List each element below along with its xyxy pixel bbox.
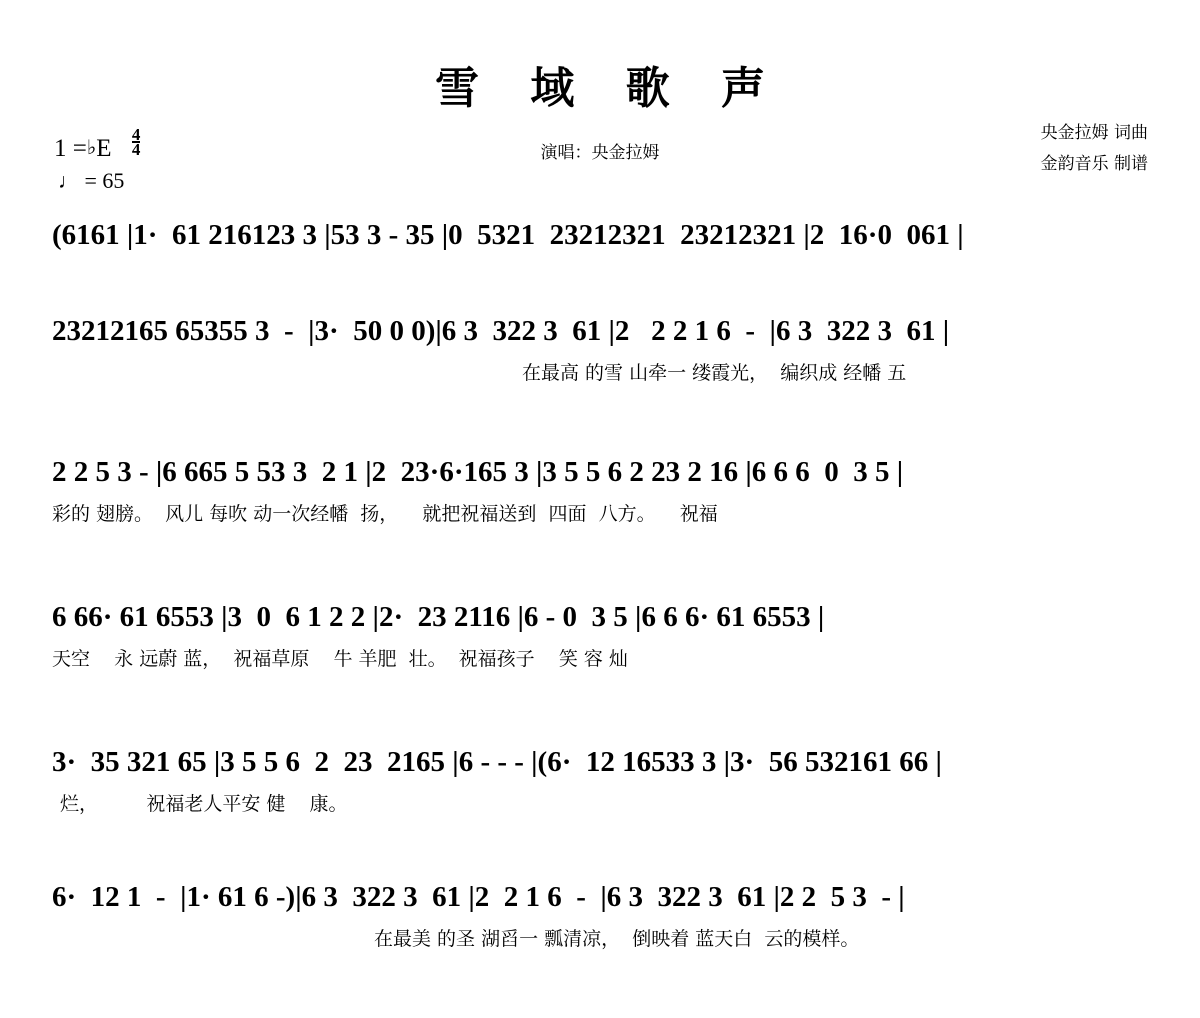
tempo-value: = 65 xyxy=(84,168,125,193)
key-signature xyxy=(54,125,141,163)
key-note: E xyxy=(96,135,112,162)
music-system-3 xyxy=(52,455,1152,527)
music-system-4 xyxy=(52,600,1152,672)
flat-icon: ♭ xyxy=(86,137,97,159)
credit-line-composer: 央金拉姆 词曲 xyxy=(1040,123,1148,143)
lyrics-line: 在最美 的圣 湖舀一 瓢清凉， 倒映着 蓝天白 云的模样。 xyxy=(374,928,860,950)
singer-credit: 演唱：央金拉姆 xyxy=(540,143,660,163)
notation-line: 6· 12 1 - |1· 61 6 -)|6 3 322 3 61 |2 2 1 6 - |6 3 322 3 61 |2 2 5 3 - | xyxy=(52,881,905,913)
time-signature xyxy=(131,125,141,159)
music-system-5 xyxy=(52,745,1152,817)
lyrics-line: 彩的 翅膀。 风儿 每吹 动一次经幡 扬， 就把祝福送到 四面 八方。 祝福 xyxy=(52,503,718,525)
music-system-1 xyxy=(52,218,1152,264)
time-signature-denominator: 4 xyxy=(131,140,141,159)
lyrics-line: 天空 永 远蔚 蓝， 祝福草原 牛 羊肥 壮。 祝福孩子 笑 容 灿 xyxy=(52,648,628,670)
notation-line: 6 66· 61 6553 |3 0 6 1 2 2 |2· 23 2116 |6 - 0 3 5 |6 6 6· 61 6553 | xyxy=(52,601,825,633)
music-system-6 xyxy=(52,880,1152,952)
notation-line: (6161 |1· 61 216123 3 |53 3 - 35 |0 5321 23212321 23212321 |2 16·0 061 | xyxy=(52,219,964,251)
notation-line: 2 2 5 3 - |6 665 5 53 3 2 1 |2 23·6·165 3 |3 5 5 6 2 23 2 16 |6 6 6 0 3 5 | xyxy=(52,456,904,488)
time-signature-numerator: 4 xyxy=(131,125,141,144)
tempo-marking xyxy=(58,168,124,194)
credit-line-engraver: 金韵音乐 制谱 xyxy=(1040,154,1148,174)
music-system-2 xyxy=(52,314,1152,386)
lyrics-line: 在最高 的雪 山牵一 缕霞光， 编织成 经幡 五 xyxy=(522,362,907,384)
credits-block xyxy=(1041,118,1148,180)
key-label: 1 = xyxy=(54,135,87,162)
notation-line: 3· 35 321 65 |3 5 5 6 2 23 2165 |6 - - - |(6· 12 16533 3 |3· 56 532161 66 | xyxy=(52,746,942,778)
lyrics-line: 烂， 祝福老人平安 健 康。 xyxy=(60,793,348,815)
quarter-note-icon: ♩ xyxy=(58,169,79,193)
notation-line: 23212165 65355 3 - |3· 50 0 0)|6 3 322 3 61 |2 2 2 1 6 - |6 3 322 3 61 | xyxy=(52,315,950,347)
page-title: 雪 域 歌 声 xyxy=(435,63,783,114)
